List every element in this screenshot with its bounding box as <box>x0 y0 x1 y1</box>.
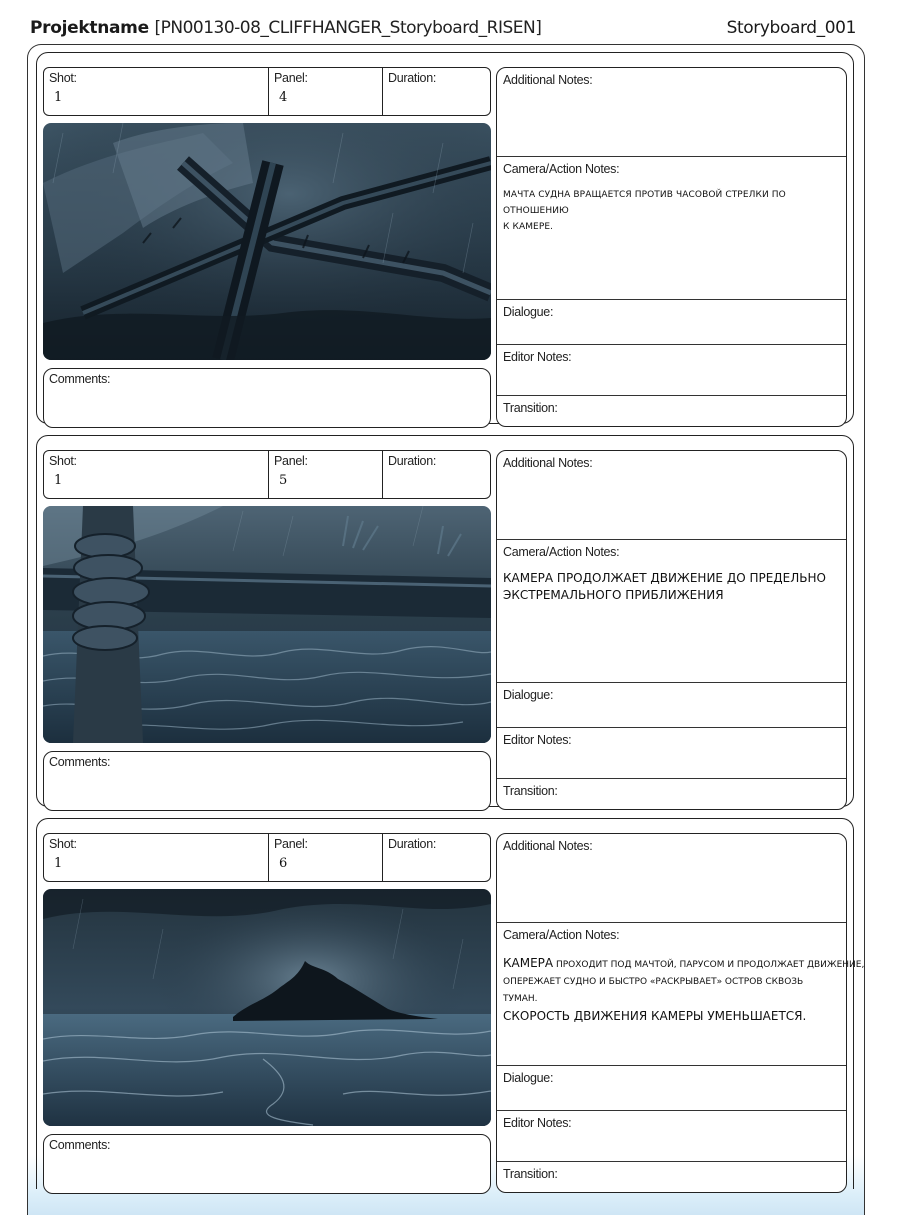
storyboard-panel <box>36 818 865 1192</box>
storyboard-image-island-fog <box>43 889 491 1126</box>
editor-notes-section <box>497 345 846 396</box>
additional-notes-label: Additional Notes: <box>503 839 593 853</box>
project-title <box>30 18 541 38</box>
storyboard-image-ship-mast <box>43 123 491 360</box>
transition-section <box>497 396 846 426</box>
duration-label: Duration: <box>388 837 437 851</box>
comments-label: Comments: <box>49 372 111 386</box>
shot-cell <box>44 451 268 498</box>
additional-notes-section <box>497 451 846 540</box>
dialogue-section <box>497 683 846 728</box>
dialogue-section <box>497 1066 846 1111</box>
camera-note-line: ТУМАН. <box>503 994 538 1004</box>
storyboard-id: Storyboard_001 <box>726 18 856 38</box>
dialogue-label: Dialogue: <box>503 1071 554 1085</box>
dialogue-section <box>497 300 846 345</box>
camera-action-notes-label: Camera/Action Notes: <box>503 162 620 176</box>
transition-label: Transition: <box>503 784 558 798</box>
transition-label: Transition: <box>503 1167 558 1181</box>
transition-section <box>497 779 846 809</box>
shot-label: Shot: <box>49 454 77 468</box>
camera-action-notes-section <box>497 157 846 300</box>
additional-notes-section <box>497 834 846 923</box>
camera-action-notes-label: Camera/Action Notes: <box>503 928 620 942</box>
shot-value: 1 <box>54 473 63 488</box>
panel-value: 4 <box>279 90 288 105</box>
shot-label: Shot: <box>49 71 77 85</box>
editor-notes-section <box>497 728 846 779</box>
camera-action-notes-label: Camera/Action Notes: <box>503 545 620 559</box>
storyboard-panel <box>36 52 854 426</box>
transition-label: Transition: <box>503 401 558 415</box>
camera-note-line: ОПЕРЕЖАЕТ СУДНО И БЫСТРО «РАСКРЫВАЕТ» ОСТРОВ СКВОЗЬ <box>503 977 804 987</box>
panel-cell <box>268 834 382 881</box>
transition-section <box>497 1162 846 1192</box>
camera-note-line: ЭКСТРЕМАЛЬНОГО ПРИБЛИЖЕНИЯ <box>503 588 724 602</box>
comments-box <box>43 368 491 428</box>
camera-note-line: МАЧТА СУДНА ВРАЩАЕТСЯ ПРОТИВ ЧАСОВОЙ СТРЕЛКИ ПО ОТНОШЕНИЮ <box>503 190 786 216</box>
camera-action-notes-text <box>503 187 839 235</box>
storyboard-panel <box>36 435 854 809</box>
camera-action-notes-text <box>503 953 865 1025</box>
notes-column <box>496 450 847 810</box>
shot-cell <box>44 834 268 881</box>
storyboard-image-rope-knot <box>43 506 491 743</box>
panel-value: 6 <box>279 856 288 871</box>
shot-label: Shot: <box>49 837 77 851</box>
editor-notes-label: Editor Notes: <box>503 350 572 364</box>
shot-info-box <box>43 450 491 499</box>
camera-action-notes-section <box>497 540 846 683</box>
page-header <box>30 18 856 42</box>
comments-box <box>43 751 491 811</box>
editor-notes-label: Editor Notes: <box>503 733 572 747</box>
shot-info-box <box>43 833 491 882</box>
panel-label: Panel: <box>274 454 308 468</box>
additional-notes-label: Additional Notes: <box>503 73 593 87</box>
dialogue-label: Dialogue: <box>503 305 554 319</box>
panel-cell <box>268 451 382 498</box>
camera-note-line <box>503 953 865 974</box>
rope-knot-illustration <box>43 506 491 743</box>
editor-notes-section <box>497 1111 846 1162</box>
storm-mast-illustration <box>43 123 491 360</box>
camera-action-notes-section <box>497 923 865 1066</box>
duration-label: Duration: <box>388 454 437 468</box>
camera-action-notes-text <box>503 570 839 604</box>
duration-label: Duration: <box>388 71 437 85</box>
duration-cell <box>382 451 491 498</box>
notes-column <box>496 67 847 427</box>
duration-cell <box>382 68 491 115</box>
panel-cell <box>268 68 382 115</box>
project-value: [PN00130-08_CLIFFHANGER_Storyboard_RISEN] <box>154 18 542 38</box>
island-fog-illustration <box>43 889 491 1126</box>
panel-value: 5 <box>279 473 288 488</box>
camera-note-emphasis: КАМЕРА <box>503 956 554 970</box>
panel-label: Panel: <box>274 837 308 851</box>
shot-cell <box>44 68 268 115</box>
shot-value: 1 <box>54 856 63 871</box>
editor-notes-label: Editor Notes: <box>503 1116 572 1130</box>
camera-note-line: КАМЕРА ПРОДОЛЖАЕТ ДВИЖЕНИЕ ДО ПРЕДЕЛЬНО <box>503 571 826 585</box>
notes-column <box>496 833 865 1193</box>
camera-note-text: ПРОХОДИТ ПОД МАЧТОЙ, ПАРУСОМ И ПРОДОЛЖАЕТ ДВИЖЕНИЕ, <box>553 960 865 970</box>
additional-notes-section <box>497 68 846 157</box>
comments-box <box>43 1134 491 1194</box>
camera-note-line: К КАМЕРЕ. <box>503 222 554 232</box>
camera-note-line: СКОРОСТЬ ДВИЖЕНИЯ КАМЕРЫ УМЕНЬШАЕТСЯ. <box>503 1009 807 1023</box>
dialogue-label: Dialogue: <box>503 688 554 702</box>
panel-label: Panel: <box>274 71 308 85</box>
duration-cell <box>382 834 491 881</box>
project-label: Projektname <box>30 18 149 38</box>
comments-label: Comments: <box>49 755 111 769</box>
shot-info-box <box>43 67 491 116</box>
comments-label: Comments: <box>49 1138 111 1152</box>
shot-value: 1 <box>54 90 63 105</box>
additional-notes-label: Additional Notes: <box>503 456 593 470</box>
